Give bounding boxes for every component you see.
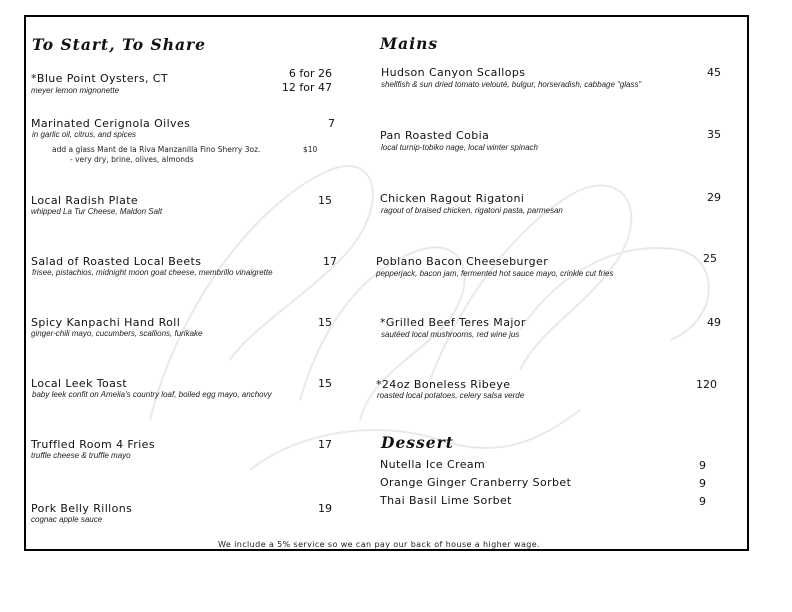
item-description: cognac apple sauce xyxy=(31,515,103,524)
item-price-secondary: 12 for 47 xyxy=(281,81,332,94)
item-description: ragout of braised chicken, rigatoni pasta, parmesan xyxy=(381,206,563,215)
item-name: *24oz Boneless Ribeye xyxy=(376,378,511,391)
item-price: 25 xyxy=(703,252,717,265)
item-name: Spicy Kanpachi Hand Roll xyxy=(31,316,181,329)
dessert-title: Dessert xyxy=(381,433,454,452)
item-name: Thai Basil Lime Sorbet xyxy=(380,494,512,507)
item-name: Truffled Room 4 Fries xyxy=(31,438,155,451)
item-price: 15 xyxy=(318,316,332,329)
item-description: baby leek confit on Amelia's country loaf, boiled egg mayo, anchovy xyxy=(32,390,272,399)
item-description: local turnip-tobiko nage, local winter spinach xyxy=(381,143,538,152)
item-name: Local Leek Toast xyxy=(31,377,128,390)
item-name: Poblano Bacon Cheeseburger xyxy=(376,255,549,268)
item-name: *Blue Point Oysters, CT xyxy=(31,72,168,85)
addon-price: $10 xyxy=(303,145,318,154)
item-description: meyer lemon mignonette xyxy=(31,86,120,95)
item-name: Pork Belly Rillons xyxy=(31,502,133,515)
item-price: 120 xyxy=(696,378,717,391)
item-description: truffle cheese & truffle mayo xyxy=(31,451,131,460)
item-name: Salad of Roasted Local Beets xyxy=(31,255,202,268)
item-price: 17 xyxy=(323,255,337,268)
item-name: Hudson Canyon Scallops xyxy=(381,66,526,79)
starters-title: To Start, To Share xyxy=(32,35,207,54)
addon-note: - very dry, brine, olives, almonds xyxy=(70,155,194,164)
item-price: 35 xyxy=(707,128,721,141)
item-name: *Grilled Beef Teres Major xyxy=(380,316,526,329)
footer-note: We include a 5% service so we can pay our back of house a higher wage. xyxy=(218,540,540,549)
item-price: 17 xyxy=(318,438,332,451)
item-description: roasted local potatoes, celery salsa verde xyxy=(377,391,525,400)
item-price: 9 xyxy=(699,459,706,472)
item-description: frisee, pistachios, midnight moon goat cheese, membrillo vinaigrette xyxy=(32,268,273,277)
item-description: shellfish & sun dried tomato velouté, bulgur, horseradish, cabbage “glass” xyxy=(381,80,642,89)
item-description: whipped La Tur Cheese, Maldon Salt xyxy=(31,207,163,216)
item-description: ginger-chili mayo, cucumbers, scallions, furikake xyxy=(31,329,203,338)
item-price: 15 xyxy=(318,194,332,207)
item-name: Chicken Ragout Rigatoni xyxy=(380,192,525,205)
item-name: Pan Roasted Cobia xyxy=(380,129,490,142)
item-price: 15 xyxy=(318,377,332,390)
item-description: sautéed local mushrooms, red wine jus xyxy=(381,330,520,339)
item-price: 49 xyxy=(707,316,721,329)
addon-text: add a glass Mant de la Riva Manzanilla Fino Sherry 3oz. xyxy=(52,145,261,154)
item-price: 7 xyxy=(328,117,335,130)
item-description: pepperjack, bacon jam, fermented hot sauce mayo, crinkle cut fries xyxy=(376,269,614,278)
item-price: 19 xyxy=(318,502,332,515)
item-price: 45 xyxy=(707,66,721,79)
item-price: 9 xyxy=(699,495,706,508)
item-description: in garlic oil, citrus, and spices xyxy=(32,130,137,139)
mains-title: Mains xyxy=(380,34,439,53)
item-name: Marinated Cerignola Oilves xyxy=(31,117,191,130)
item-name: Orange Ginger Cranberry Sorbet xyxy=(380,476,572,489)
item-name: Local Radish Plate xyxy=(31,194,139,207)
item-name: Nutella Ice Cream xyxy=(380,458,486,471)
item-price: 9 xyxy=(699,477,706,490)
item-price: 29 xyxy=(707,191,721,204)
item-price: 6 for 26 xyxy=(288,67,332,80)
